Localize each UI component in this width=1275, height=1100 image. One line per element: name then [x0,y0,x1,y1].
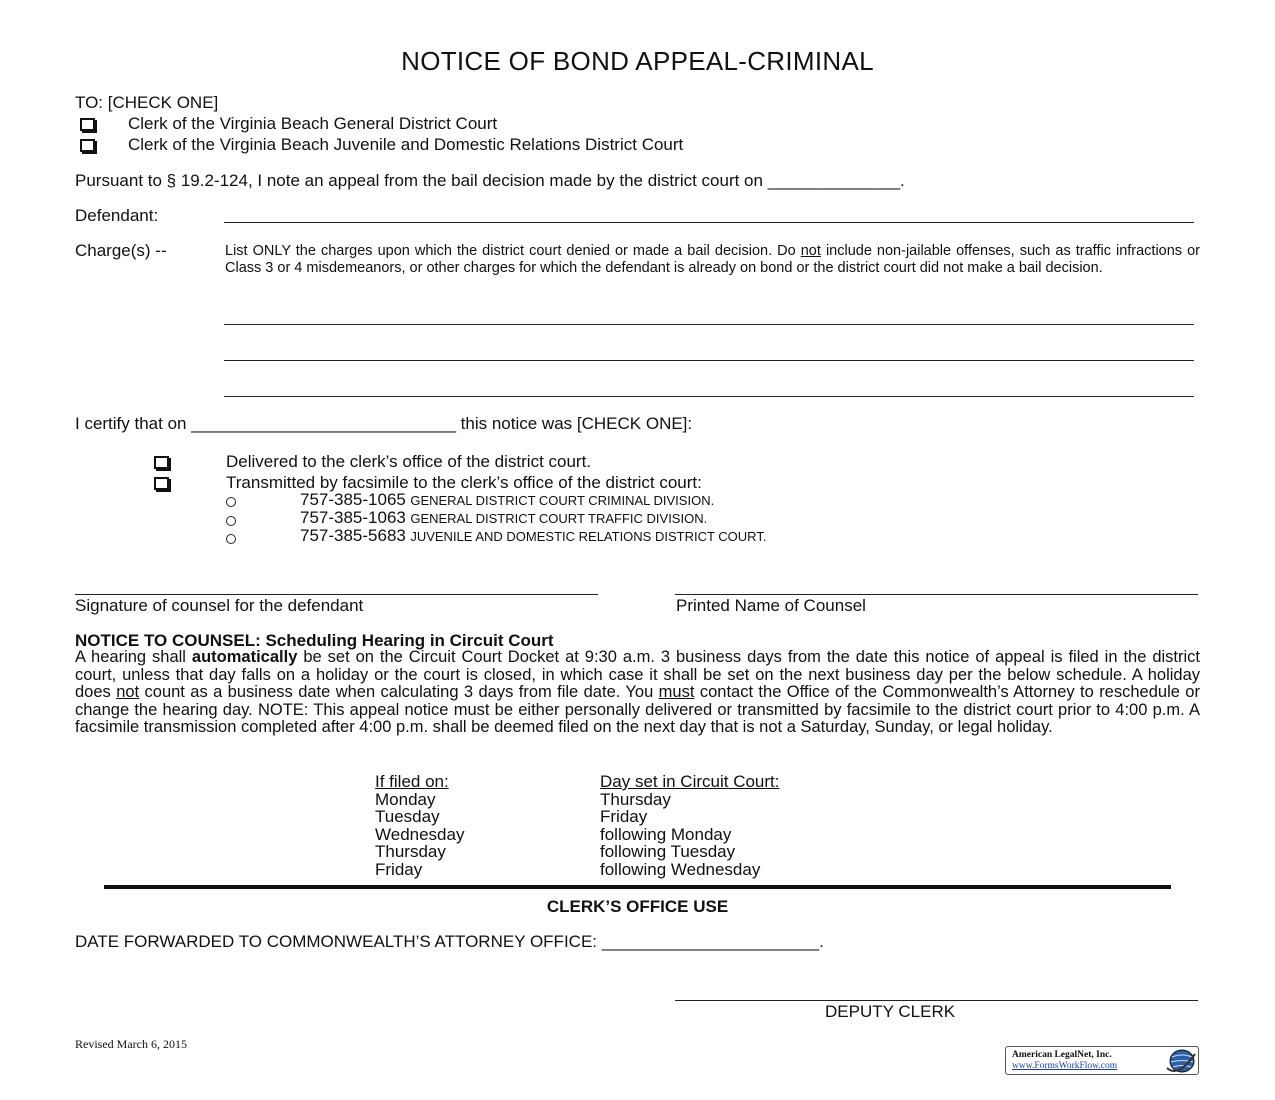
fax-bullet-3 [226,531,236,549]
publisher-name: American LegalNet, Inc. [1012,1050,1112,1060]
fax-bullet-2 [226,513,236,531]
schedule-cell: following Monday [600,825,732,844]
globe-icon [1164,1048,1198,1074]
schedule-cell: Thursday [375,842,446,861]
section-divider [104,885,1171,889]
charges-label: Charge(s) -- [75,241,167,260]
fax-bullet-1 [226,494,236,512]
signature-label: Signature of counsel for the defendant [75,596,364,615]
date-forwarded: DATE FORWARDED TO COMMONWEALTH’S ATTORNEY OFFICE: _______________________. [75,932,824,951]
signature-line[interactable] [75,594,598,595]
revised-date: Revised March 6, 2015 [75,1037,187,1051]
printed-name-line[interactable] [675,594,1198,595]
clerk-heading: CLERK’S OFFICE USE [546,897,729,916]
to-option-gdc: Clerk of the Virginia Beach General District Court [128,114,498,133]
charge-line-2[interactable] [224,360,1194,361]
charges-instructions: List ONLY the charges upon which the district court denied or made a bail decision. Do not include non-jailable offenses, such as traffic infractions or Class 3 or 4 misdemeanors, or other charges for which the defendant is already on bond or the district court did not make a bail decision. [225,243,1200,276]
delivery-option-delivered: Delivered to the clerk’s office of the district court. [226,452,592,471]
pursuant-statement: Pursuant to § 19.2-124, I note an appeal from the bail decision made by the district court on ______________. [75,171,905,190]
notice-body: A hearing shall automatically be set on the Circuit Court Docket at 9:30 a.m. 3 business days from the date this notice of appeal is filed in the district court, unless that day falls on a holiday or the court is closed, in which case it shall be set on the next business day per the below schedule. A holiday does not count as a business date when calculating 3 days from file date. You must contact the Office of the Commonwealth’s Attorney to reschedule or change the hearing day. NOTE: This appeal notice must be either personally delivered or transmitted by facsimile to the district court prior to 4:00 p.m. A facsimile transmission completed after 4:00 p.m. shall be deemed filed on the next day that is not a Saturday, Sunday, or legal holiday. [75,648,1201,737]
schedule-header-filed: If filed on: [375,772,449,791]
notice-heading: NOTICE TO COUNSEL: Scheduling Hearing in Circuit Court [75,631,554,650]
fax-entry: 757-385-5683 JUVENILE AND DOMESTIC RELATIONS DISTRICT COURT. [300,526,767,545]
printed-name-label: Printed Name of Counsel [676,596,866,615]
defendant-field[interactable] [224,222,1194,223]
schedule-cell: Monday [375,790,436,809]
schedule-header-day: Day set in Circuit Court: [600,772,780,791]
to-label: TO: [CHECK ONE] [75,93,219,112]
schedule-cell: Friday [600,807,648,826]
schedule-cell: following Tuesday [600,842,736,861]
deputy-clerk-label: DEPUTY CLERK [825,1002,956,1021]
charge-line-1[interactable] [224,324,1194,325]
fax-entry: 757-385-1063 GENERAL DISTRICT COURT TRAFFIC DIVISION. [300,508,708,527]
delivery-option-fax: Transmitted by facsimile to the clerk’s office of the district court: [226,473,702,492]
checkbox-gdc[interactable] [80,116,95,134]
to-option-jdr: Clerk of the Virginia Beach Juvenile and Domestic Relations District Court [128,135,684,154]
schedule-cell: Wednesday [375,825,465,844]
schedule-cell: Friday [375,860,423,879]
publisher-logo [1005,1046,1199,1075]
deputy-signature-line[interactable] [675,1000,1198,1001]
checkbox-jdr[interactable] [80,137,95,155]
publisher-url[interactable]: www.FormsWorkFlow.com [1012,1061,1118,1071]
charge-line-3[interactable] [224,396,1194,397]
schedule-cell: following Wednesday [600,860,761,879]
schedule-cell: Thursday [600,790,671,809]
fax-entry: 757-385-1065 GENERAL DISTRICT COURT CRIMINAL DIVISION. [300,490,715,509]
checkbox-fax[interactable] [154,475,169,493]
defendant-label: Defendant: [75,206,159,225]
certify-statement: I certify that on ____________________________ this notice was [CHECK ONE]: [75,414,693,433]
checkbox-delivered[interactable] [154,454,169,472]
schedule-cell: Tuesday [375,807,440,826]
form-title: NOTICE OF BOND APPEAL-CRIMINAL [401,46,874,76]
